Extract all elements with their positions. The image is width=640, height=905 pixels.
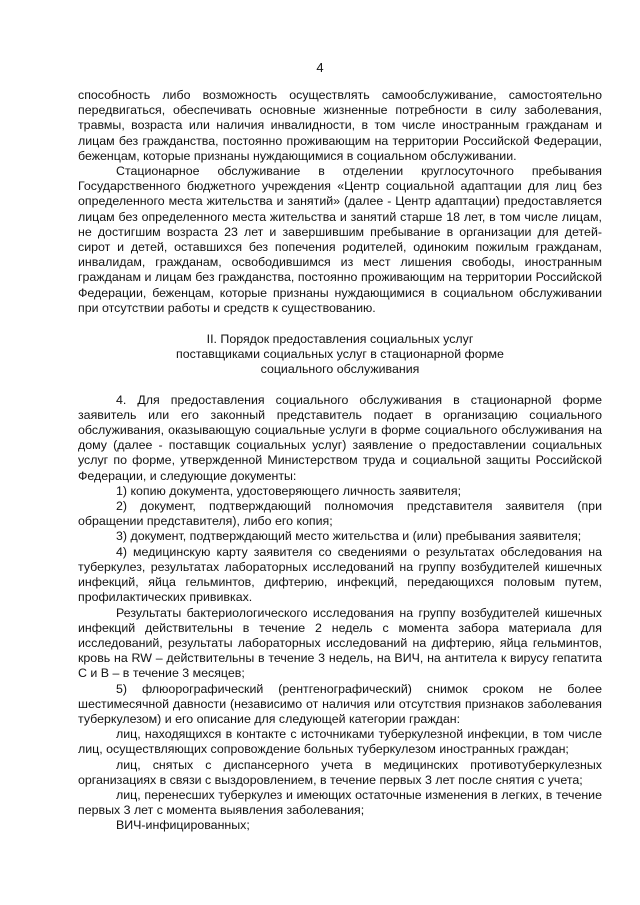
list-item: 4) медицинскую карту заявителя со сведениями о результатах обследования на туберкулез, результатах лабораторных исследований на группу возбудителей кишечных инфекций, яйца гельминтов, дифтерию, инфекций, передающихся половым путем, профилактических прививках. bbox=[78, 544, 602, 605]
list-item: 2) документ, подтверждающий полномочия представителя заявителя (при обращении представителя), либо его копия; bbox=[78, 499, 602, 529]
paragraph: 4. Для предоставления социального обслуживания в стационарной форме заявитель или его законный представитель подает в организацию социального обслуживания, оказывающую социальные услуги в форме социального обслуживания на дому (далее - поставщик социальных услуг) заявление о предоставлении социальных услуг по форме, утвержденной Министерством труда и социальной защиты Российской Федерации, и следующие документы: bbox=[78, 392, 602, 483]
heading-line: социального обслуживания bbox=[260, 362, 420, 377]
list-item: 3) документ, подтверждающий место жительства и (или) пребывания заявителя; bbox=[116, 529, 582, 544]
paragraph: Стационарное обслуживание в отделении круглосуточного пребывания Государственного бюджетного учреждения «Центр социальной адаптации для лиц без определенного места жительства и занятий» (далее - Центр адаптации) предоставляется лицам без определенного места жительства и занятий старше 18 лет, в том числе лицам, не достигшим возраста 23 лет и завершившим пребывание в организации для детей-сирот и детей, оставшихся без попечения родителей, одиноким пожилым гражданам, инвалидам, гражданам, освободившимся из мест лишения свободы, иностранным гражданам и лицам без гражданства, постоянно проживающим на территории Российской Федерации, беженцам, которые признаны нуждающимися в социальном обслуживании при отсутствии работы и средств к существованию. bbox=[78, 164, 602, 315]
paragraph: Результаты бактериологического исследования на группу возбудителей кишечных инфекций действительны в течение 2 недель с момента забора материала для исследований, результаты лабораторных исследований на дифтерию, яйца гельминтов, кровь на RW – действительны в течение 3 недель, на ВИЧ, на антитела к вирусу гепатита С и В – в течение 3 месяцев; bbox=[78, 605, 602, 681]
list-item: лиц, перенесших туберкулез и имеющих остаточные изменения в легких, в течение первых 3 лет с момента выявления заболевания; bbox=[78, 787, 602, 818]
paragraph: способность либо возможность осуществлять самообслуживание, самостоятельно передвигаться, обеспечивать основные жизненные потребности в силу заболевания, травмы, возраста или наличия инвалидности, в том числе иностранным гражданам и лицам без гражданства, постоянно проживающим на территории Российской Федерации, беженцам, которые признаны нуждающимися в социальном обслуживании. bbox=[78, 88, 602, 163]
list-item: 5) флюорографический (рентгенографический) снимок сроком не более шестимесячной давности (независимо от наличия или отсутствия признаков заболевания туберкулезом) и его описание для следующей категории граждан: bbox=[78, 681, 602, 726]
document-body bbox=[78, 88, 602, 834]
section-heading bbox=[78, 332, 602, 378]
list-item: ВИЧ-инфицированных; bbox=[116, 818, 250, 833]
list-item: лиц, находящихся в контакте с источниками туберкулезной инфекции, в том числе лиц, осуществляющих сопровождение больных туберкулезом иностранных граждан; bbox=[78, 727, 602, 757]
heading-line: поставщиками социальных услуг в стационарной форме bbox=[176, 347, 504, 362]
page-number: 4 bbox=[316, 60, 324, 75]
list-item: лиц, снятых с диспансерного учета в медицинских противотуберкулезных организациях в связи с выздоровлением, в течение первых 3 лет после снятия с учета; bbox=[78, 757, 602, 787]
heading-line: II. Порядок предоставления социальных услуг bbox=[206, 332, 474, 347]
list-item: 1) копию документа, удостоверяющего личность заявителя; bbox=[116, 483, 462, 498]
